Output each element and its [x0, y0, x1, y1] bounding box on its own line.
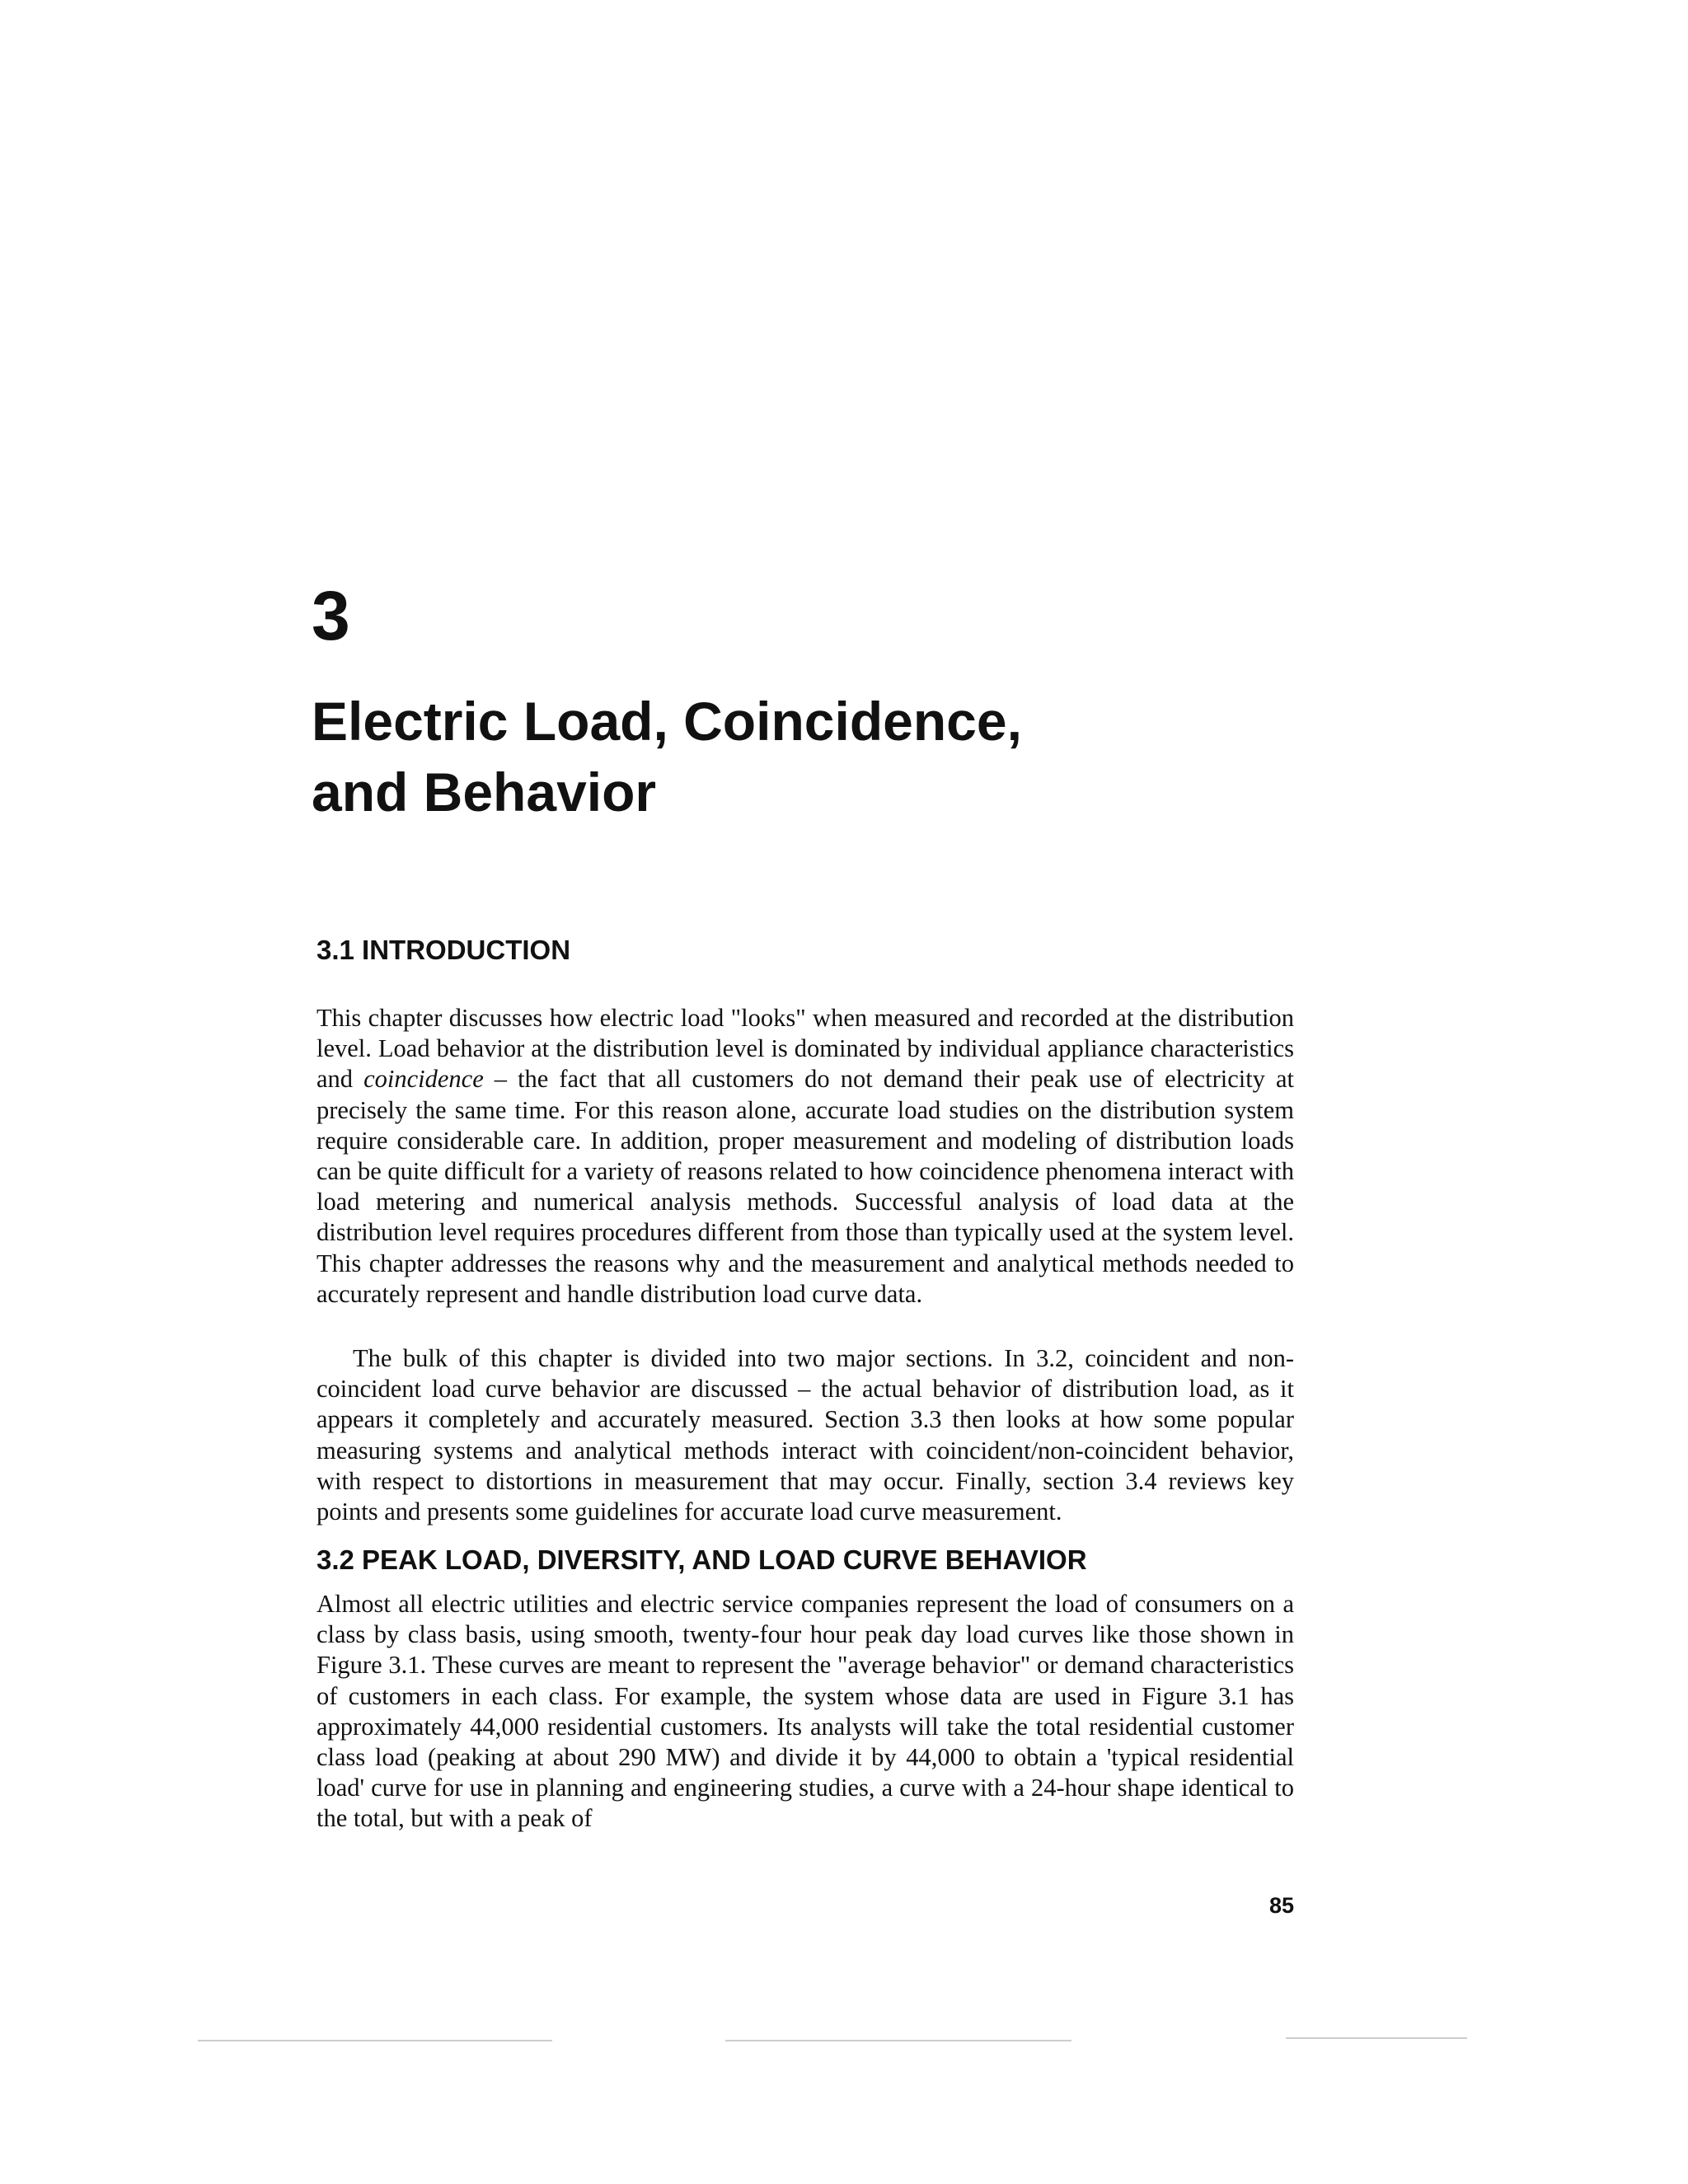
scan-artifact-line [198, 2040, 552, 2041]
page-number: 85 [1268, 1893, 1294, 1918]
chapter-title [312, 686, 1383, 827]
chapter-title-line-1: Electric Load, Coincidence, [312, 691, 1022, 752]
paragraph-introduction-2: The bulk of this chapter is divided into two major sections. In 3.2, coincident and non-coincident load curve behavior are discussed – the actual behavior of distribution load, as it appears it completely and accurately measured. Section 3.3 then looks at how some popular measuring systems and analytical methods interact with coincident/non-coincident behavior, with respect to distortions in measurement that may occur. Finally, section 3.4 reviews key points and presents some guidelines for accurate load curve measurement. [316, 1344, 1294, 1526]
paragraph-introduction-1 [316, 1003, 1294, 1310]
paragraph-text: This chapter discusses how electric load "looks" when measured and recorded at the distribution level. Load behavior at the distribution level is dominated by individual appliance characteristics and [316, 1004, 1294, 1094]
section-heading-peak-load: 3.2 PEAK LOAD, DIVERSITY, AND LOAD CURVE BEHAVIOR [316, 1544, 1087, 1575]
chapter-title-line-2: and Behavior [312, 762, 657, 823]
chapter-number: 3 [312, 577, 350, 654]
paragraph-text: – the fact that all customers do not demand their peak use of electricity at precisely the same time. For this reason alone, accurate load studies on the distribution system require considerable care. In addition, proper measurement and modeling of distribution loads can be quite difficult for a variety of reasons related to how coincidence phenomena interact with load metering and numerical analysis methods. Successful analysis of load data at the distribution level requires procedures different from those than typically used at the system level. This chapter addresses the reasons why and the measurement and analytical methods needed to accurately represent and handle distribution load curve data. [316, 1065, 1294, 1308]
paragraph-peak-load-1: Almost all electric utilities and electric service companies represent the load of consumers on a class by class basis, using smooth, twenty-four hour peak day load curves like those shown in Figure 3.1. These curves are meant to represent the "average behavior" or demand characteristics of customers in each class. For example, the system whose data are used in Figure 3.1 has approximately 44,000 residential customers. Its analysts will take the total residential customer class load (peaking at about 290 MW) and divide it by 44,000 to obtain a 'typical residential load' curve for use in planning and engineering studies, a curve with a 24-hour shape identical to the total, but with a peak of [316, 1590, 1294, 1833]
section-heading-introduction: 3.1 INTRODUCTION [316, 935, 571, 965]
scan-artifact-line [725, 2040, 1071, 2041]
scan-artifact-line [1286, 2037, 1467, 2039]
emphasized-term: coincidence [363, 1065, 484, 1094]
